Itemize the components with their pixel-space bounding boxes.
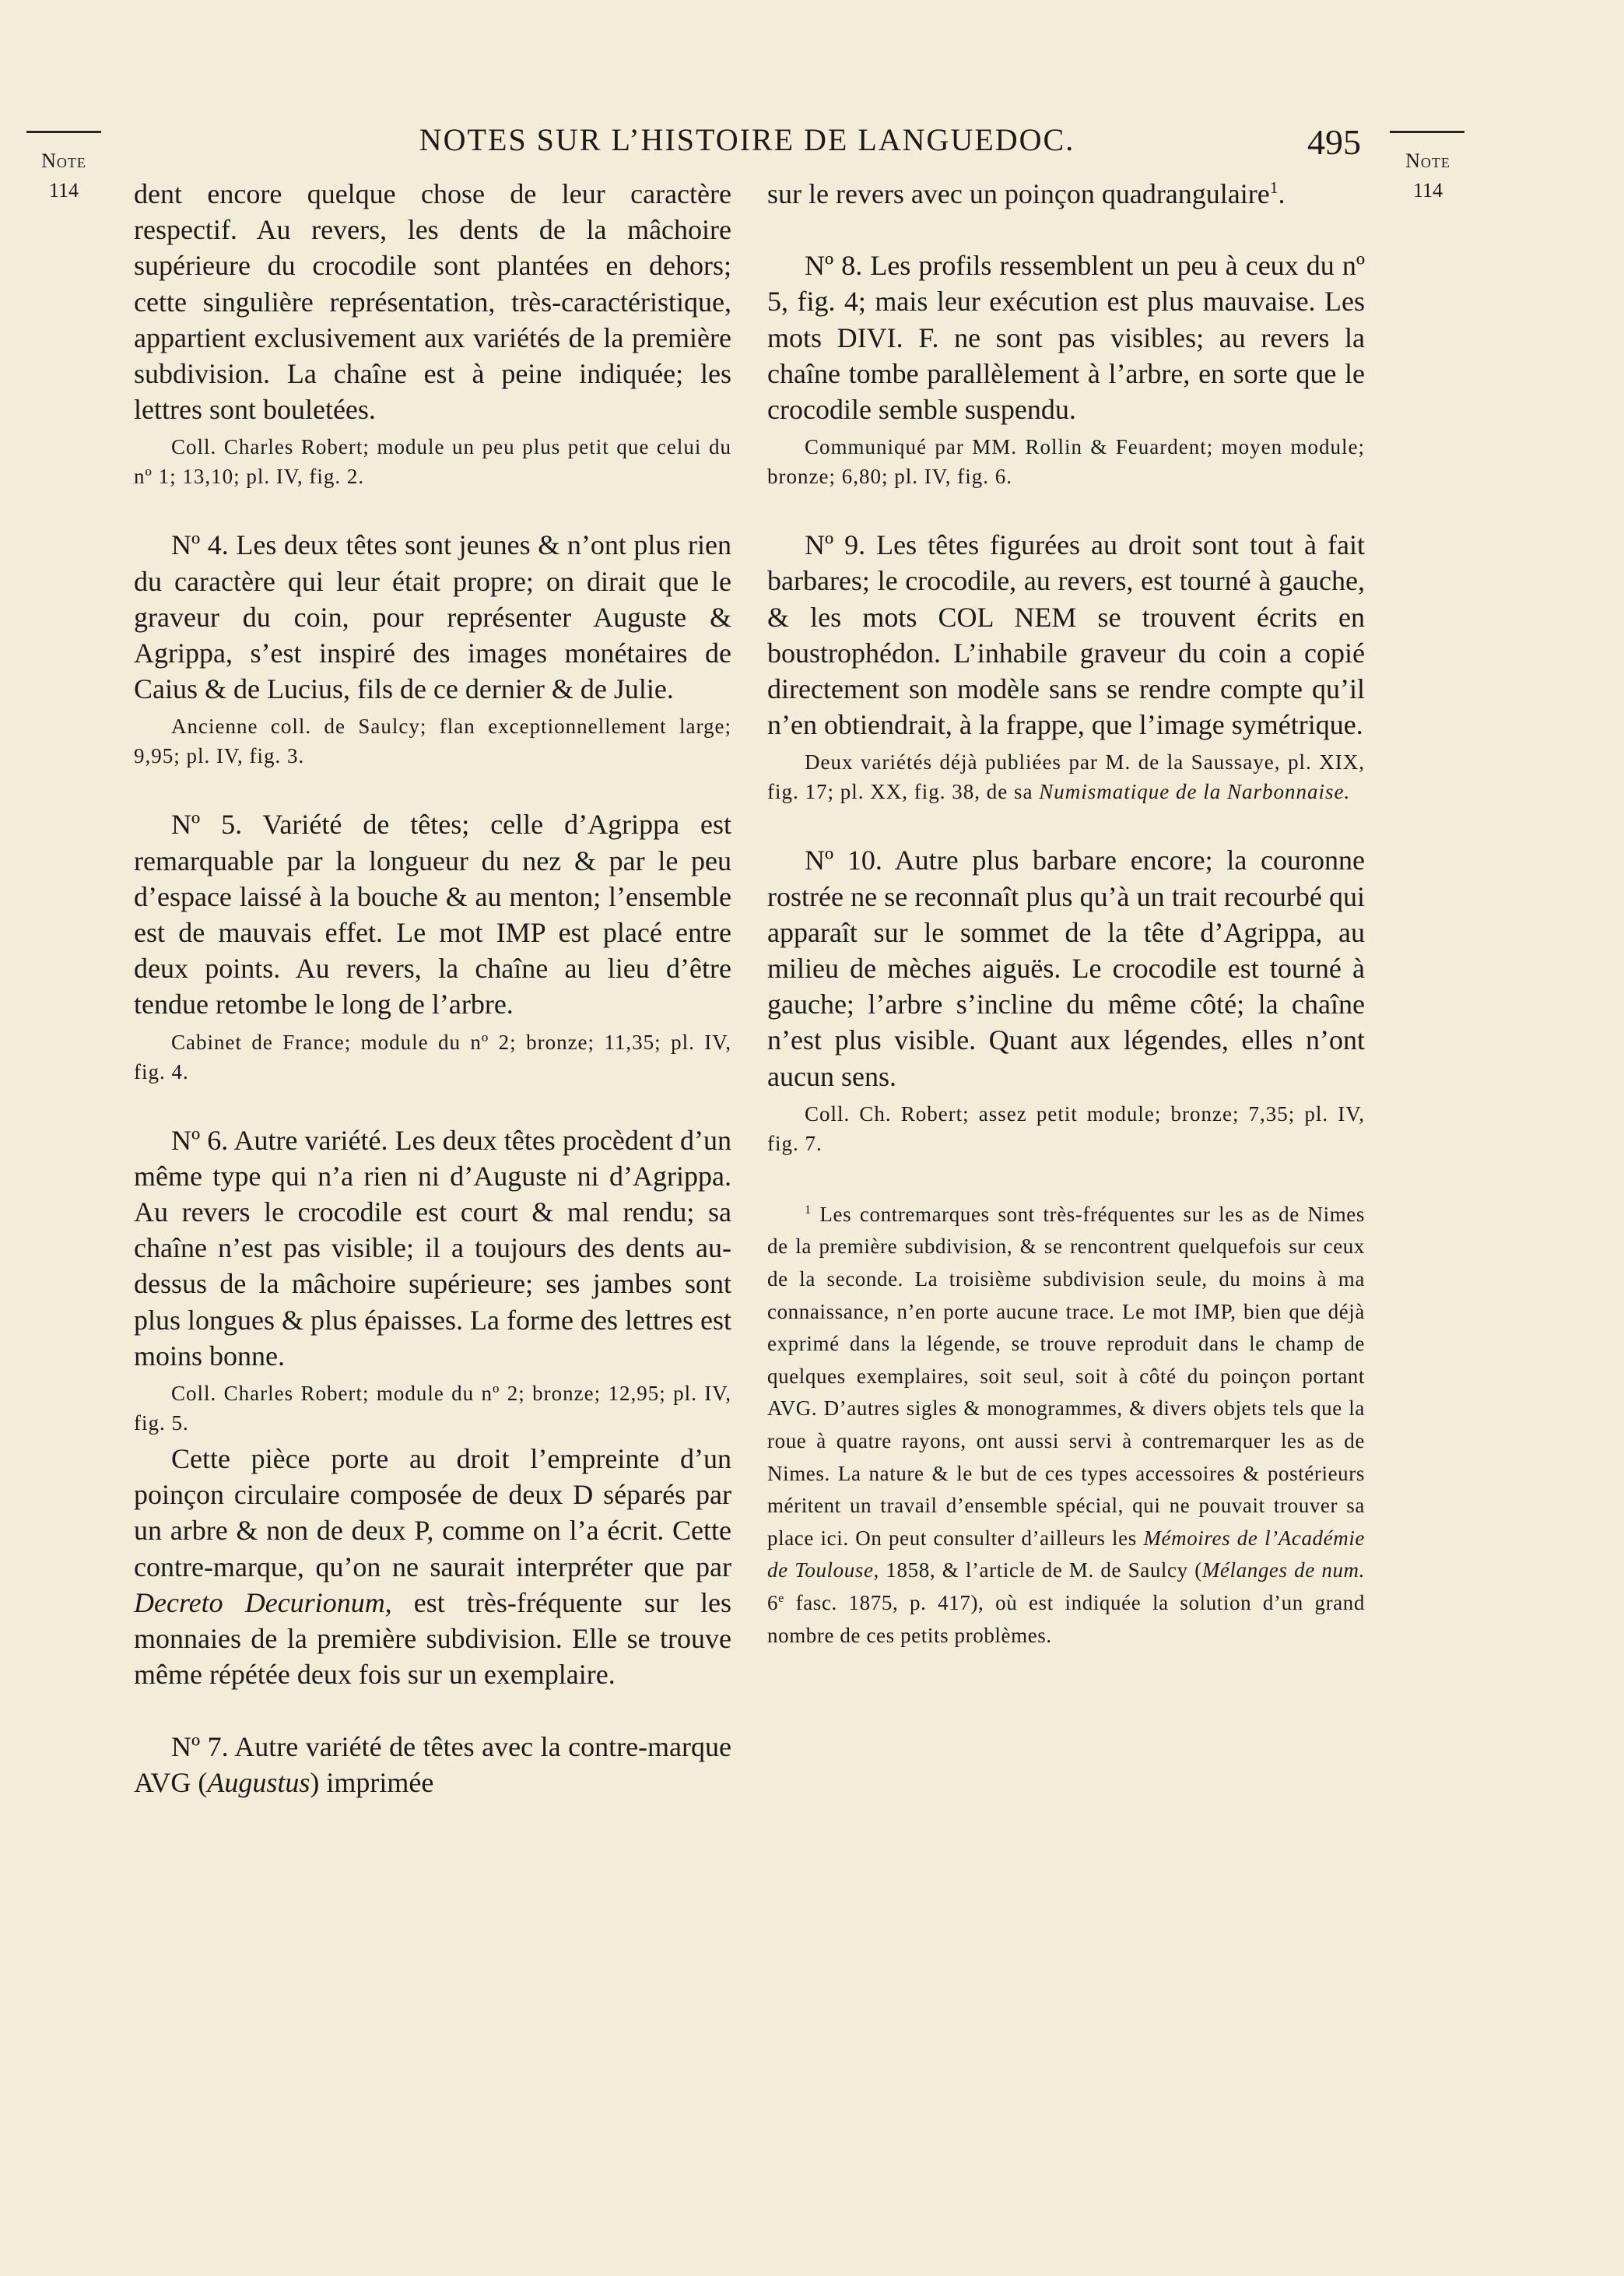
footnote-italic-1: Mémoires de l’Académie de Toulouse, xyxy=(767,1526,1366,1582)
paragraph-no-10: Nº 10. Autre plus barbare encore; la couronne rostrée ne se reconnaît plus qu’à un trait recourbé qui apparaît sur le sommet de la tête d’Agrippa, au milieu de mèches aiguës. Le crocodile est tourné à gauche; l’arbre s’incline du même côté; la chaîne n’est plus visible. Quant aux légendes, elles n’ont aucun sens. xyxy=(767,845,1365,1092)
avg-countermark: AVG xyxy=(134,1766,191,1798)
paragraph-no-4: Nº 4. Les deux têtes sont jeunes & n’ont plus rien du caractère qui leur était propre; on dirait que le graveur du coin, pour représenter Auguste & Agrippa, s’est inspiré des images monétaires de Caius & de Lucius, fils de ce dernier & de Julie. xyxy=(134,529,731,705)
no7-text-a: Nº 7. Autre variété de têtes avec la contre-marque xyxy=(171,1730,731,1762)
right-column xyxy=(767,176,1365,1652)
source-note-no-8: Communiqué par MM. Rollin & Feuardent; moyen module; bronze; 6,80; pl. IV, fig. 6. xyxy=(767,435,1365,489)
paragraph-countermark xyxy=(134,1441,731,1692)
source-note-no-6: Coll. Charles Robert; module du nº 2; bronze; 12,95; pl. IV, fig. 5. xyxy=(134,1382,731,1435)
footnote-superscript: e xyxy=(778,1590,784,1605)
running-title: NOTES SUR L’HISTOIRE DE LANGUEDOC. xyxy=(419,122,1075,157)
paragraph-no-5: Nº 5. Variété de têtes; celle d’Agrippa est remarquable par la longueur du nez & par le peu d’espace laissé à la bouche & au menton; l’ensemble est de mauvais effet. Le mot IMP est placé entre deux points. Au revers, la chaîne au lieu d’être tendue retombe le long de l’arbre. xyxy=(134,809,731,1020)
footnote-ref: 1 xyxy=(1269,178,1279,197)
footnote-text-2: 1858, & l’article de M. de Saulcy ( xyxy=(879,1558,1202,1582)
footnote-italic-2: Mélanges de num. xyxy=(1201,1558,1366,1582)
left-margin-rule xyxy=(26,131,101,133)
page-number: 495 xyxy=(1307,122,1361,162)
source-note-1: Coll. Charles Robert; module un peu plus petit que celui du nº 1; 13,10; pl. IV, fig. 2. xyxy=(134,435,731,489)
footnote-1 xyxy=(767,1199,1365,1652)
continuation-text: sur le revers avec un poinçon quadrangulaire xyxy=(767,178,1270,209)
paragraph-no-9: Nº 9. Les têtes figurées au droit sont tout à fait barbares; le crocodile, au revers, est tourné à gauche, & les mots COL NEM se trouvent écrits en boustrophédon. L’inhabile graveur du coin a copié directement son modèle sans se rendre compte qu’il n’en obtiendrait, à la frappe, que l’image symétrique. xyxy=(767,529,1365,741)
no9-src-italic: Numismatique de la Narbonnaise. xyxy=(1039,780,1351,804)
continuation-end: . xyxy=(1278,178,1286,209)
source-note-no-9 xyxy=(767,747,1365,806)
left-margin-note-label: Note xyxy=(41,149,86,172)
no7-text-b: ( xyxy=(191,1766,208,1798)
right-margin-note-number: 114 xyxy=(1412,179,1443,202)
paragraph-no-6: Nº 6. Autre variété. Les deux têtes procèdent d’un même type qui n’a rien ni d’Auguste ni d’Agrippa. Au revers le crocodile est court & mal rendu; sa chaîne n’est pas visible; il a toujours des dents au-dessus de la mâchoire supérieure; ses jambes sont plus longues & plus épaisses. La forme des lettres est moins bonne. xyxy=(134,1124,731,1372)
left-column xyxy=(134,176,731,1800)
no9-src-text: Deux variétés déjà publiées par M. de la Saussaye, pl. XIX, fig. 17; pl. XX, fig. 38, de sa xyxy=(767,750,1365,804)
right-margin-rule xyxy=(1390,131,1464,133)
paragraph-no-8: Nº 8. Les profils ressemblent un peu à ceux du nº 5, fig. 4; mais leur exécution est plus mauvaise. Les mots DIVI. F. ne sont pas visibles; au revers la chaîne tombe parallèlement à l’arbre, en sorte que le crocodile semble suspendu. xyxy=(767,250,1365,426)
right-margin-note-label: Note xyxy=(1405,149,1450,172)
paragraph-1: dent encore quelque chose de leur caractère respectif. Au revers, les dents de la mâchoire supérieure du crocodile sont plantées en dehors; cette singulière représentation, très-caractéristique, appartient exclusivement aux variétés de la première subdivision. La chaîne est à peine indiquée; les lettres sont bouletées. xyxy=(134,178,731,426)
source-note-no-10: Coll. Ch. Robert; assez petit module; bronze; 7,35; pl. IV, fig. 7. xyxy=(767,1101,1365,1155)
countermark-italic: Decreto Decurionum, xyxy=(134,1586,392,1618)
source-note-no-4: Ancienne coll. de Saulcy; flan exceptionnellement large; 9,95; pl. IV, fig. 3. xyxy=(134,715,731,768)
paragraph-no-7 xyxy=(134,1729,731,1800)
countermark-text-b: est très-fréquente sur les monnaies de la première subdivision. Elle se trouve même répétée deux fois sur un exemplaire. xyxy=(134,1586,731,1691)
no7-italic: Augustus xyxy=(207,1766,310,1798)
paragraph-continuation xyxy=(767,176,1365,212)
footnote-marker: 1 xyxy=(805,1202,812,1217)
footnote-text-1: Les contremarques sont très-fréquentes sur les as de Nimes de la première subdivision, & se rencontrent quelquefois sur ceux de la seconde. La troisième subdivision seule, du moins à ma connaissance, n’en porte aucune trace. Le mot IMP, bien que déjà exprimé dans la légende, se trouve reproduit dans le champ de quelques exemplaires, soit seul, soit à côté du poinçon portant AVG. D’autres sigles & monogrammes, & divers objets tels que la roue à quatre rayons, ont aussi servi à contremarquer les as de Nimes. La nature & le but de ces types accessoires & postérieurs méritent un travail d’ensemble spécial, qui ne pouvait trouver sa place ici. On peut consulter d’ailleurs les xyxy=(767,1202,1365,1550)
footnote-text-4: fasc. 1875, p. 417), où est indiquée la solution d’un grand nombre de ces petits problèmes. xyxy=(767,1590,1365,1647)
left-margin-note-number: 114 xyxy=(48,179,79,202)
source-note-no-5: Cabinet de France; module du nº 2; bronze; 11,35; pl. IV, fig. 4. xyxy=(134,1030,731,1084)
countermark-text-a: Cette pièce porte au droit l’empreinte d’un poinçon circulaire composée de deux D séparés par un arbre & non de deux P, comme on l’a écrit. Cette contre-marque, qu’on ne saurait interpréter que par xyxy=(134,1443,731,1582)
footnote-text-3: 6 xyxy=(767,1590,779,1614)
no7-text-c: ) imprimée xyxy=(310,1766,434,1798)
